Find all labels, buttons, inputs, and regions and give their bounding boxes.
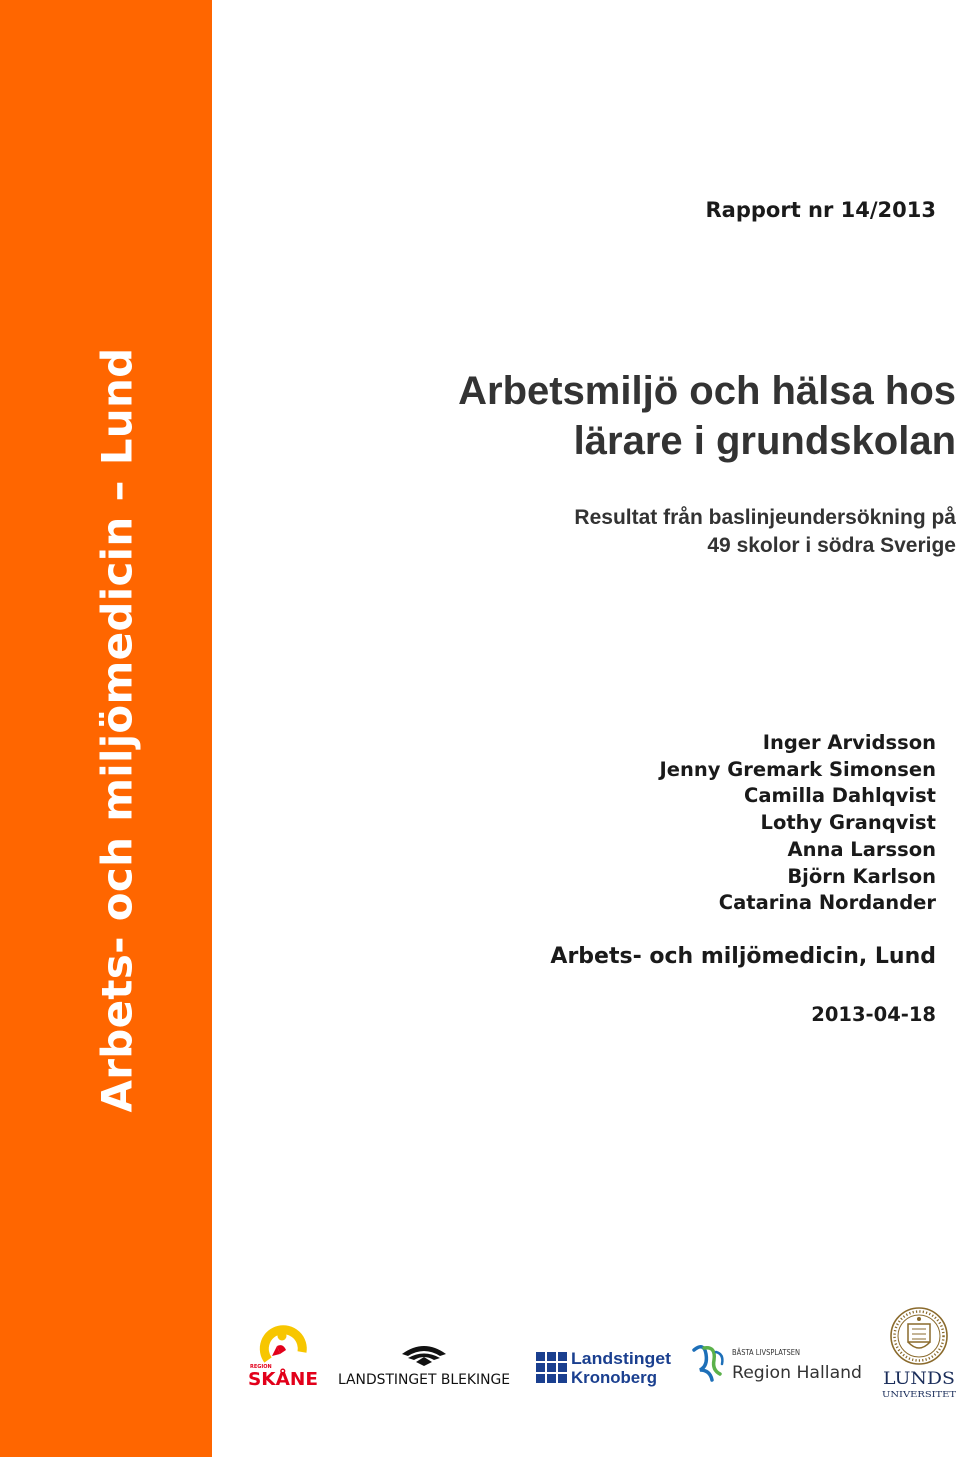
author-name: Inger Arvidsson (762, 731, 936, 754)
report-date: 2013-04-18 (811, 1003, 936, 1026)
region-halland-logo (690, 1340, 866, 1388)
author-list (660, 730, 937, 917)
author-name: Camilla Dahlqvist (744, 784, 936, 808)
sidebar-band (0, 0, 212, 1457)
page-title (458, 366, 956, 466)
lund-line-2: UNIVERSITET (882, 1390, 957, 1400)
title-line-2: lärare i grundskolan (573, 419, 956, 463)
landstinget-blekinge-logo (336, 1340, 512, 1388)
halland-name-label: Region Halland (732, 1363, 862, 1383)
blekinge-name-label: LANDSTINGET BLEKINGE (338, 1372, 510, 1388)
author-name: Lothy Granqvist (760, 811, 936, 835)
kronoberg-grid-icon (536, 1352, 567, 1383)
halland-wave-icon (694, 1347, 722, 1380)
lund-seal-icon (891, 1308, 947, 1364)
landstinget-kronoberg-logo (534, 1346, 674, 1388)
subtitle-line-2: 49 skolor i södra Sverige (707, 534, 956, 557)
lund-line-1: LUNDS (883, 1369, 955, 1389)
subtitle (574, 504, 956, 560)
author-name: Jenny Gremark Simonsen (659, 757, 936, 781)
skane-sun-icon (264, 1330, 302, 1360)
blekinge-emblem-icon (402, 1346, 446, 1366)
report-number: Rapport nr 14/2013 (705, 198, 936, 222)
subtitle-line-1: Resultat från baslinjeundersökning på (574, 506, 956, 529)
skane-name-label: SKÅNE (248, 1369, 317, 1388)
kronoberg-line-2: Kronoberg (571, 1368, 657, 1387)
region-skane-logo (246, 1316, 322, 1388)
title-line-1: Arbetsmiljö och hälsa hos (458, 369, 956, 413)
department-name: Arbets- och miljömedicin, Lund (550, 944, 936, 969)
author-name: Björn Karlson (787, 864, 936, 888)
author-name: Anna Larsson (787, 837, 936, 861)
halland-tagline: BÄSTA LIVSPLATSEN (732, 1348, 800, 1357)
sidebar-department-text: Arbets- och miljömedicin – Lund (92, 347, 142, 1113)
lunds-universitet-logo (880, 1306, 958, 1400)
author-name: Catarina Nordander (718, 891, 936, 915)
kronoberg-line-1: Landstinget (571, 1349, 672, 1368)
skane-region-label: REGION (250, 1364, 272, 1370)
